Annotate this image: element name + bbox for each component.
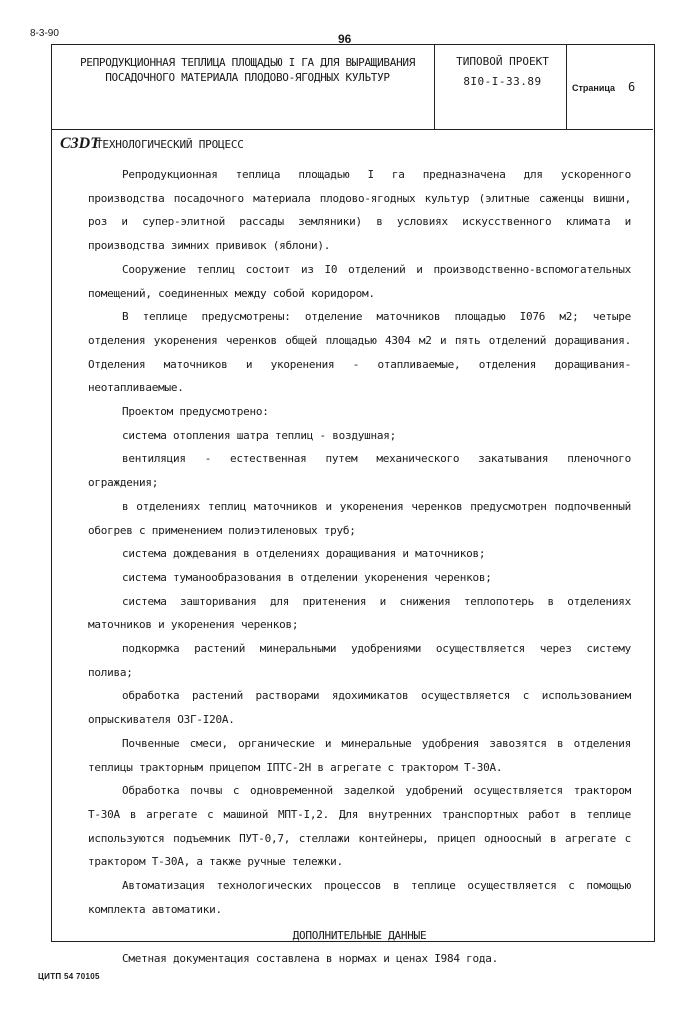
paragraph: Почвенные смеси, органические и минеральные удобрения завозятся в отделения теплицы тракторным прицепом IПТС-2Н в агрегате с трактором Т-30А.	[88, 736, 631, 774]
project-code: 8I0-I-33.89	[463, 75, 542, 88]
list-item: в отделениях теплиц маточников и укоренения черенков предусмотрен подпочвенный обогрев с применением полиэтиленовых труб;	[88, 499, 631, 537]
list-item: система туманообразования в отделении укоренения черенков;	[122, 570, 492, 584]
section-title: ТЕХНОЛОГИЧЕСКИЙ ПРОЦЕСС	[96, 138, 244, 151]
list-item: система отопления шатра теплиц - воздушная;	[122, 428, 397, 442]
list-intro: Проектом предусмотрено:	[122, 405, 269, 419]
document-title	[60, 55, 435, 85]
list-item: подкормка растений минеральными удобрениями осуществляется через систему полива;	[88, 642, 631, 679]
page-number: 96	[338, 32, 352, 46]
document-frame	[51, 44, 655, 966]
list-item: обработка растений растворами ядохимикатов осуществляется с использованием опрыскивателя ОЗГ-I20А.	[88, 689, 631, 727]
subheading: ДОПОЛНИТЕЛЬНЫЕ ДАННЫЕ	[292, 928, 427, 942]
document-body	[88, 163, 631, 971]
stamp-divider	[566, 45, 567, 129]
footer-code: ЦИТП 54 70105	[38, 972, 100, 981]
project-label: ТИПОВОЙ ПРОЕКТ	[456, 55, 549, 68]
page-value: 6	[628, 80, 636, 94]
list-item: система дождевания в отделениях доращивания и маточников;	[122, 547, 486, 561]
paragraph: В теплице предусмотрены: отделение маточников площадью I076 м2; четыре отделения укоренения черенков общей площадью 4304 м2 и пять отделений доращивания. Отделения маточников и укоренения - отапливаемые, отделения доращивания-неотапливаемые.	[88, 310, 631, 395]
title-line-2: ПОСАДОЧНОГО МАТЕРИАЛА ПЛОДОВО-ЯГОДНЫХ КУЛЬТУР	[105, 71, 390, 84]
paragraph: Обработка почвы с одновременной заделкой удобрений осуществляется трактором Т-30А в агрегате с машиной МПТ-I,2. Для внутренних транспортных работ в теплице используются подъемник ПУТ-0,7, стеллажи контейнеры, прицеп одноосный в агрегате с трактором Т-30А, а также ручные тележки.	[88, 784, 631, 869]
paragraph: Сооружение теплиц состоит из I0 отделений и производственно-вспомогательных помещений, соединенных между собой коридором.	[88, 262, 631, 300]
list-item: вентиляция - естественная путем механического закатывания пленочного ограждения;	[88, 452, 631, 490]
section-code: C3DT	[60, 135, 100, 152]
page-label: Страница	[572, 83, 616, 93]
stamp-bottom-rule	[52, 129, 653, 130]
list-item: система зашторивания для притенения и снижения теплопотерь в отделениях маточников и укоренения черенков;	[88, 594, 631, 632]
closing-paragraph: Сметная документация составлена в нормах и ценах I984 года.	[122, 952, 498, 966]
sheet-code: 8-3-90	[30, 28, 59, 39]
paragraph: Автоматизация технологических процессов в теплице осуществляется с помощью комплекта автоматики.	[88, 879, 631, 916]
title-line-1: РЕПРОДУКЦИОННАЯ ТЕПЛИЦА ПЛОЩАДЬЮ I ГА ДЛЯ ВЫРАЩИВАНИЯ	[79, 56, 416, 69]
paragraph: Репродукционная теплица площадью I га предназначена для ускоренного производства посадочного материала плодово-ягодных культур (элитные саженцы вишни, роз и супер-элитной рассады земляники) в условиях искусственного климата и производства зимних прививок (яблони).	[88, 168, 631, 253]
